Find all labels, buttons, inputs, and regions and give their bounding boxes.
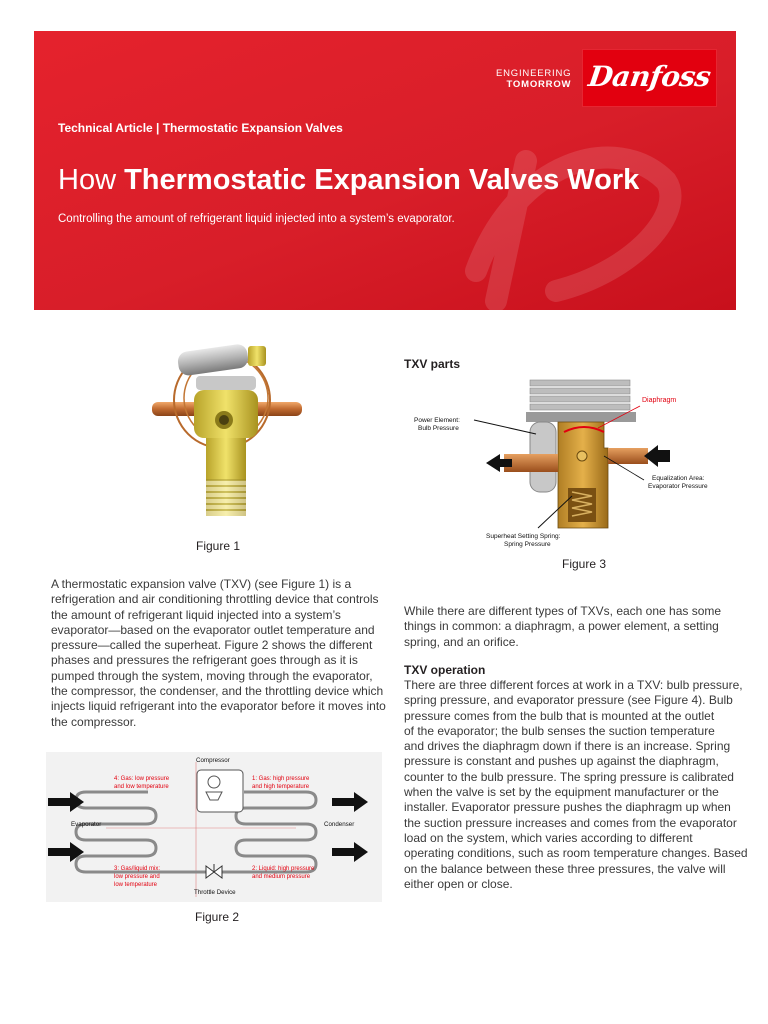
title-light: How — [58, 164, 125, 196]
condenser-label: Condenser — [324, 821, 355, 828]
figure2-caption: Figure 2 — [195, 910, 240, 924]
txv-valve-image — [152, 340, 302, 525]
txv-parts-diagram — [408, 378, 728, 553]
operation-paragraph: There are three different forces at work in a TXV: bulb pressure, spring pressure, and evaporator pressure (see Figure 4). Bulb pressure comes from the bulb that is mounted at the outlet of the evaporator; the bulb senses the suction temperature and drives the diaphragm down if there is an increase. Spring pressure is constant and pushes up against the diaphragm, counter to the bulb pressure. The spring pressure is calibrated when the valve is set by the equipment manufacturer or the installer. Evaporator pressure pushes the diaphragm up when the suction pressure increases and comes from the evaporator load on the system, which varies according to different operating conditions, such as room temperature changes. Based on the balance between these three pressures, the valve will either open or close. — [404, 678, 748, 891]
label-1: 1: Gas: high pressure and high temperature — [252, 776, 310, 790]
danfoss-logo[interactable] — [582, 49, 717, 107]
compressor-label: Compressor — [196, 757, 230, 764]
logo-watermark-icon — [436, 121, 696, 310]
figure1-caption: Figure 1 — [196, 539, 241, 553]
header-banner — [34, 31, 736, 310]
page-subtitle: Controlling the amount of refrigerant liquid injected into a system’s evaporator. — [58, 213, 455, 225]
equalization-label: Equalization Area: Evaporator Pressure — [648, 475, 708, 490]
logo-wordmark: Danfoss — [586, 60, 713, 93]
diaphragm-label: Diaphragm — [642, 397, 677, 404]
article-kicker: Technical Article | Thermostatic Expansion Valves — [58, 121, 343, 135]
common-paragraph: While there are different types of TXVs, each one has some things in common: a diaphragm, a power element, a setting spring, and an orifice. — [404, 604, 722, 649]
label-3: 3: Gas/liquid mix: low pressure and low temperature — [114, 866, 161, 888]
throttle-label: Throttle Device — [194, 889, 236, 896]
refrigeration-cycle-diagram — [46, 752, 382, 902]
power-element-label: Power Element: Bulb Pressure — [414, 417, 460, 432]
label-4: 4: Gas: low pressure and low temperature — [114, 776, 170, 790]
txv-parts-heading: TXV parts — [404, 357, 461, 371]
intro-paragraph: A thermostatic expansion valve (TXV) (see Figure 1) is a refrigeration and air conditioning throttling device that controls the amount of refrigerant liquid injected into a system’s evaporator—based on the evaporator outlet temperature and pressure—called the superheat. Figure 2 shows the different phases and pressures the refrigerant goes through as it is pumped through the system, moving through the evaporator, the compressor, the condenser, and the throttling device which injects liquid refrigerant into the evaporator before it moves into the compressor. — [51, 577, 386, 729]
title-bold: Thermostatic Expansion Valves Work — [124, 164, 640, 196]
evaporator-label: Evaporator — [71, 821, 102, 828]
label-2: 2: Liquid: high pressure and medium pressure — [252, 866, 315, 880]
spring-label: Superheat Setting Spring: Spring Pressure — [486, 533, 561, 548]
brand-tagline: ENGINEERING TOMORROW — [496, 68, 572, 90]
txv-operation-heading: TXV operation — [404, 663, 486, 677]
figure3-caption: Figure 3 — [562, 557, 607, 571]
page-title — [58, 164, 639, 197]
